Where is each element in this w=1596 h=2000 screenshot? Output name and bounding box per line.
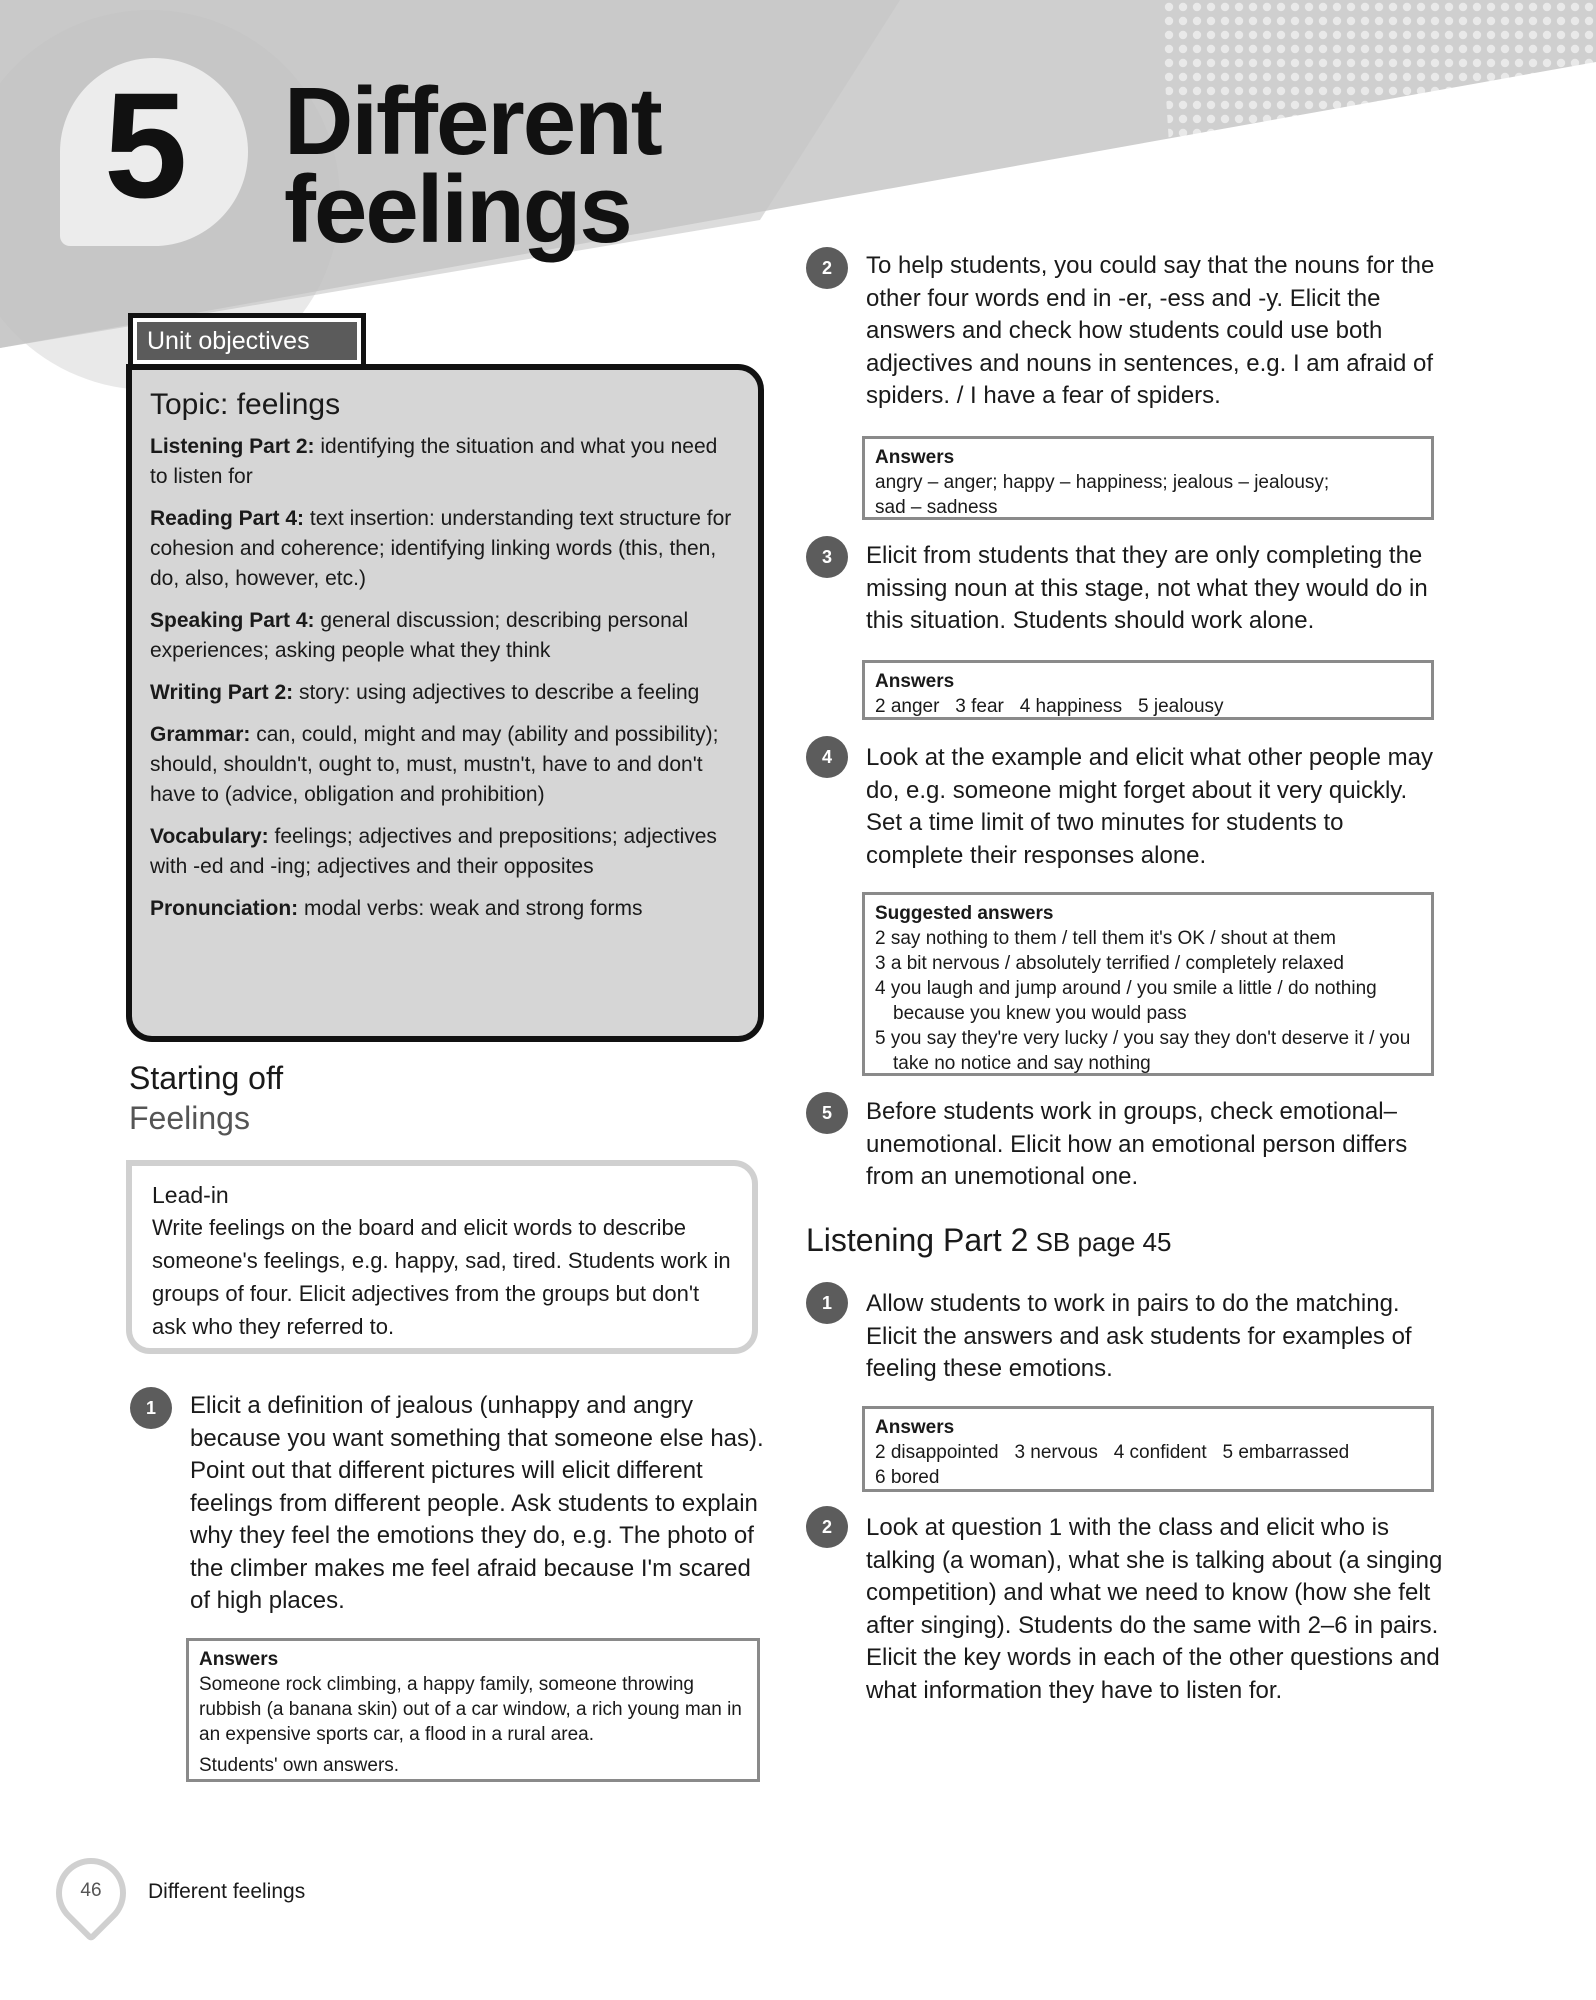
step-number-badge: 4	[806, 736, 848, 778]
answers-line: 4 you laugh and jump around / you smile a little / do nothing because you knew you would pass	[875, 978, 1377, 1024]
step-3-text: Elicit from students that they are only completing the missing noun at this stage, not what they would do in this situation. Students should work alone.	[866, 542, 1428, 634]
listening-step-2-text: Look at question 1 with the class and elicit who is talking (a woman), what she is talking about (a singing competition) and what we need to know (how she felt after singing). Students do the same with 2–6 in pairs. Elicit the key words in each of the other questions and what information they have to listen for.	[866, 1514, 1443, 1704]
answers-line: 2 say nothing to them / tell them it's OK / shout at them	[875, 928, 1336, 949]
unit-objectives-box	[126, 364, 764, 1042]
objective-vocabulary: Vocabulary: feelings; adjectives and prepositions; adjectives with -ed and -ing; adjectives and their opposites	[150, 825, 717, 878]
step-number-badge: 3	[806, 536, 848, 578]
answers-line: Someone rock climbing, a happy family, someone throwing rubbish (a banana skin) out of a car window, a rich young man in an expensive sports car, a flood in a rural area.	[199, 1674, 742, 1745]
answers-title: Answers	[875, 1417, 955, 1438]
step-4-text: Look at the example and elicit what other people may do, e.g. someone might forget about it very quickly. Set a time limit of two minutes for students to complete their responses alone.	[866, 744, 1434, 869]
step-2-text: To help students, you could say that the nouns for the other four words end in -er, -ess and -y. Elicit the answers and check how students could use both adjectives and nouns in sentences, e.g. I am afraid of spiders. / I have a fear of spiders.	[866, 252, 1435, 409]
answers-box-step-4	[862, 892, 1434, 1076]
answers-line: sad – sadness	[875, 497, 998, 518]
step-number-badge: 1	[130, 1387, 172, 1429]
answers-box-step-3	[862, 660, 1434, 720]
lead-in-box	[126, 1160, 758, 1354]
lead-in-text: Write feelings on the board and elicit words to describe someone's feelings, e.g. happy, sad, tired. Students work in groups of four. Elicit adjectives from the groups but don't ask who they referred to.	[152, 1215, 731, 1339]
objective-reading: Reading Part 4: text insertion: understanding text structure for cohesion and coherence; identifying linking words (this, then, do, also, however, etc.)	[150, 507, 732, 590]
answers-line: 3 a bit nervous / absolutely terrified / completely relaxed	[875, 953, 1344, 974]
listening-step-1-text: Allow students to work in pairs to do the matching. Elicit the answers and ask students for examples of feeling these emotions.	[866, 1290, 1412, 1382]
objective-writing: Writing Part 2: story: using adjectives to describe a feeling	[150, 681, 700, 704]
section-title-listening: Listening Part 2 SB page 45	[806, 1222, 1172, 1258]
step-number-badge: 2	[806, 1506, 848, 1548]
objective-grammar: Grammar: can, could, might and may (ability and possibility); should, shouldn't, ought to, must, mustn't, have to and don't have to (advice, obligation and prohibition)	[150, 723, 719, 806]
step-1-text: Elicit a definition of jealous (unhappy and angry because you want something that someone else has). Point out that different pictures will elicit different feelings from different people. Ask students to explain why they feel the emotions they do, e.g. The photo of the climber makes me feel afraid because I'm scared of high places.	[190, 1392, 764, 1614]
running-title: Different feelings	[148, 1880, 306, 1903]
answers-title: Suggested answers	[875, 903, 1054, 924]
step-number-badge: 1	[806, 1282, 848, 1324]
objectives-topic: Topic: feelings	[150, 388, 341, 421]
answers-title: Answers	[875, 671, 955, 692]
objective-listening: Listening Part 2: identifying the situation and what you need to listen for	[150, 435, 718, 488]
answers-line: 2 anger 3 fear 4 happiness 5 jealousy	[875, 696, 1224, 717]
unit-objectives-tab	[128, 313, 366, 369]
lead-in-title: Lead-in	[152, 1182, 229, 1208]
section-subtitle-feelings: Feelings	[129, 1100, 250, 1136]
section-title-starting-off: Starting off	[129, 1060, 284, 1096]
answers-box-step-1	[186, 1638, 760, 1782]
objective-speaking: Speaking Part 4: general discussion; describing personal experiences; asking people what they think	[150, 609, 689, 662]
unit-title-line2: feelings	[284, 156, 631, 263]
answers-line: Students' own answers.	[199, 1755, 400, 1776]
unit-number: 5	[104, 61, 188, 229]
objective-pronunciation: Pronunciation: modal verbs: weak and strong forms	[150, 897, 643, 920]
step-number-badge: 5	[806, 1092, 848, 1134]
answers-line: 5 you say they're very lucky / you say they don't deserve it / you take no notice and say nothing	[875, 1028, 1411, 1074]
page-reference: SB page 45	[1028, 1227, 1172, 1257]
answers-line: 2 disappointed 3 nervous 4 confident 5 embarrassed	[875, 1442, 1350, 1463]
answers-box-listening-1	[862, 1406, 1434, 1492]
answers-line: angry – anger; happy – happiness; jealous – jealousy;	[875, 472, 1330, 493]
step-5-text: Before students work in groups, check emotional–unemotional. Elicit how an emotional person differs from an unemotional one.	[866, 1098, 1408, 1190]
answers-title: Answers	[875, 447, 955, 468]
answers-box-step-2	[862, 436, 1434, 520]
unit-objectives-label: Unit objectives	[137, 322, 357, 360]
unit-title-line1: Different	[284, 68, 661, 175]
step-number-badge: 2	[806, 247, 848, 289]
page-number: 46	[80, 1880, 102, 1901]
answers-title: Answers	[199, 1649, 279, 1670]
answers-line: 6 bored	[875, 1467, 940, 1488]
unit-title	[284, 68, 661, 263]
